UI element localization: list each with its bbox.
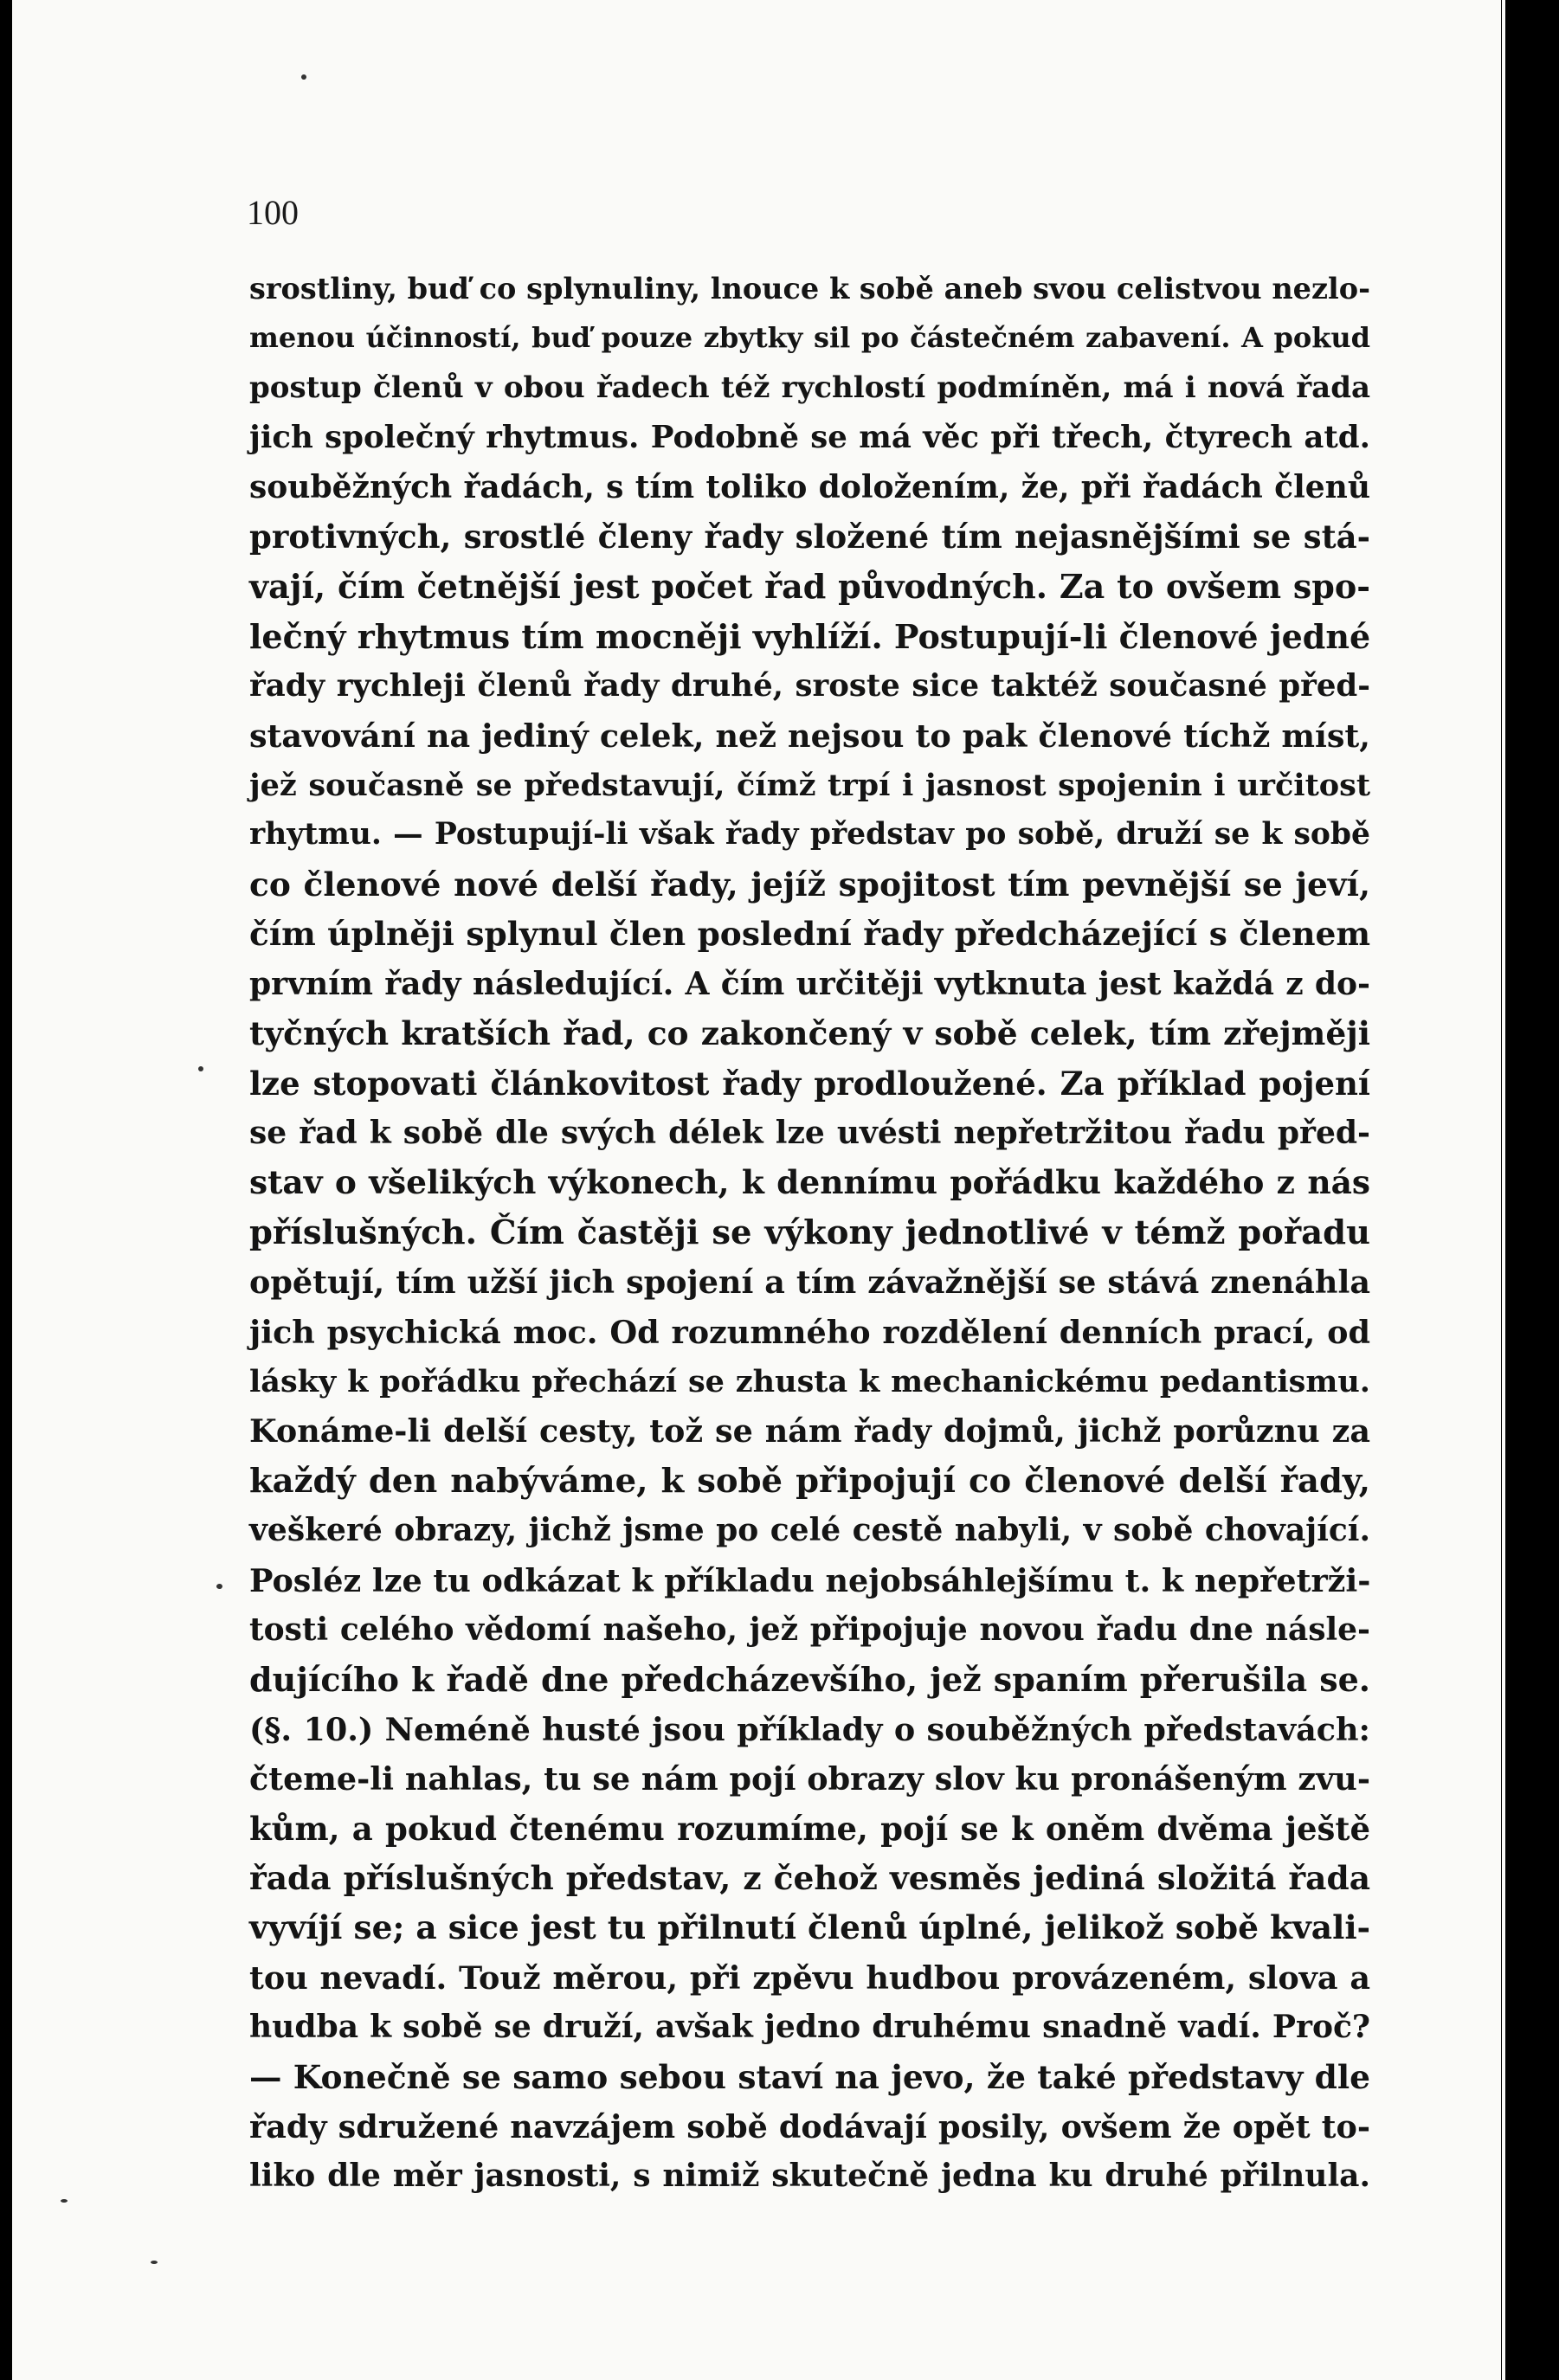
speck (216, 1584, 222, 1589)
scan-margin (1506, 0, 1559, 2380)
text-line: lze stopovati článkovitost řady prodloužené. Za příklad pojení (249, 1064, 1370, 1103)
text-line: se řad k sobě dle svých délek lze uvésti nepřetržitou řadu před- (249, 1114, 1370, 1151)
text-line: protivných, srostlé členy řady složené tím nejasnějšími se stá- (249, 518, 1370, 556)
text-line: jich společný rhytmus. Podobně se má věc při třech, čtyrech atd. (249, 420, 1370, 456)
text-line: příslušných. Čím častěji se výkony jednotlivé v témž pořadu (249, 1213, 1370, 1252)
speck (301, 74, 306, 80)
text-line: menou účinností, buď pouze zbytky sil po částečném zabavení. A pokud (249, 321, 1370, 355)
text-line: co členové nové delší řady, jejíž spojitost tím pevnější se jeví, (249, 865, 1370, 904)
speck (198, 1066, 203, 1071)
text-line: tyčných kratších řad, co zakončený v sobě celek, tím zřejměji (249, 1014, 1370, 1053)
text-line: stav o všelikých výkonech, k dennímu pořádku každého z nás (249, 1163, 1370, 1202)
text-line: vají, čím četnější jest počet řad původných. Za to ovšem spo- (249, 567, 1370, 607)
text-line: prvním řady následující. A čím určitěji vytknuta jest každá z do- (249, 965, 1370, 1002)
text-line: řada příslušných představ, z čehož vesměs jediná složitá řada (249, 1859, 1370, 1897)
text-line: (§. 10.) Neméně husté jsou příklady o souběžných představách: (249, 1710, 1370, 1748)
speck (151, 2261, 158, 2264)
page-edge-rule (1502, 0, 1505, 2380)
text-line: tosti celého vědomí našeho, jež připojuje novou řadu dne násle- (249, 1611, 1370, 1648)
text-line: lásky k pořádku přechází se zhusta k mechanickému pedantismu. (249, 1363, 1370, 1399)
text-line: — Konečně se samo sebou staví na jevo, že také představy dle (249, 2057, 1370, 2096)
text-line: řady rychleji členů řady druhé, sroste sice taktéž současné před- (249, 668, 1370, 704)
page-number: 100 (247, 193, 299, 232)
text-line: srostliny, buď co splynuliny, lnouce k sobě aneb svou celistvou nezlo- (249, 272, 1370, 306)
text-line: souběžných řadách, s tím toliko doložením, že, při řadách členů (249, 468, 1370, 505)
text-line: rhytmu. — Postupují-li však řady představ po sobě, druží se k sobě (249, 817, 1370, 852)
speck (61, 2199, 68, 2203)
text-line: jež současně se představují, čímž trpí i jasnost spojenin i určitost (249, 768, 1370, 804)
body-text (249, 264, 1370, 2202)
text-line: každý den nabýváme, k sobě připojují co členové delší řady, (249, 1461, 1370, 1501)
text-line: liko dle měr jasnosti, s nimiž skutečně jedna ku druhé přilnula. (249, 2158, 1370, 2195)
text-line: jich psychická moc. Od rozumného rozdělení denních prací, od (249, 1313, 1370, 1351)
text-line: veškeré obrazy, jichž jsme po celé cestě nabyli, v sobě chovající. (249, 1512, 1370, 1549)
text-line: dujícího k řadě dne předcházevšího, jež spaním přerušila se. (249, 1660, 1370, 1700)
text-line: řady sdružené navzájem sobě dodávají posily, ovšem že opět to- (249, 2108, 1370, 2146)
text-line: čteme-li nahlas, tu se nám pojí obrazy slov ku pronášeným zvu- (249, 1760, 1370, 1798)
text-line: čím úplněji splynul člen poslední řady předcházející s členem (249, 915, 1370, 954)
text-line: kům, a pokud čtenému rozumíme, pojí se k oněm dvěma ještě (249, 1809, 1370, 1848)
text-line: vyvíjí se; a sice jest tu přilnutí členů úplné, jelikož sobě kvali- (249, 1908, 1371, 1947)
text-line: Posléz lze tu odkázat k příkladu nejobsáhlejšímu t. k nepřetrži- (249, 1561, 1371, 1599)
text-line: opětují, tím užší jich spojení a tím závažnější se stává znenáhla (249, 1264, 1370, 1302)
text-line: stavování na jediný celek, než nejsou to pak členové tíchž míst, (249, 717, 1370, 755)
text-line: tou nevadí. Touž měrou, při zpěvu hudbou provázeném, slova a (249, 1959, 1370, 1997)
text-line: postup členů v obou řadech též rychlostí podmíněn, má i nová řada (249, 370, 1370, 405)
text-line: hudba k sobě se druží, avšak jedno druhému snadně vadí. Proč? (249, 2009, 1370, 2046)
text-line: lečný rhytmus tím mocněji vyhlíží. Postupují-li členové jedné (249, 616, 1371, 656)
text-line: Konáme-li delší cesty, tož se nám řady dojmů, jichž porůznu za (249, 1412, 1370, 1451)
